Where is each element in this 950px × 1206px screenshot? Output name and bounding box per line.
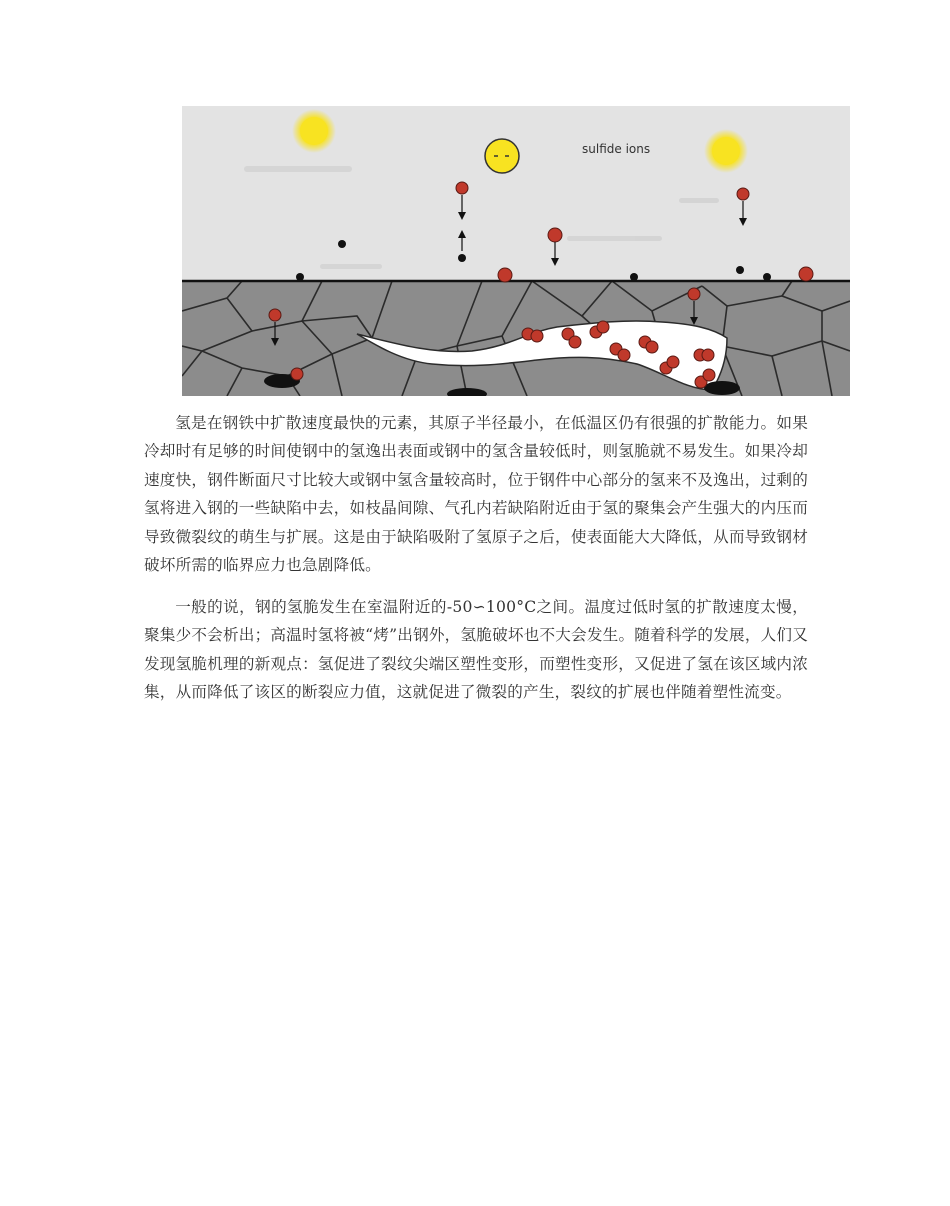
hydrogen-embrittlement-diagram [182,106,850,396]
paragraph-embrittlement-temperature: 一般的说，钢的氢脆发生在室温附近的-50∽100°C之间。温度过低时氢的扩散速度太慢，聚集少不会析出；高温时氢将被“烤”出钢外，氢脆破坏也不大会发生。随着科学的发展，人们又发现氢脆机理的新观点：氢促进了裂纹尖端区塑性变形，而塑性变形，又促进了氢在该区域内浓集，从而降低了该区的断裂应力值，这就促进了微裂的产生，裂纹的扩展也伴随着塑性流变。 [144,598,808,702]
atmosphere-background [182,106,850,281]
sun-icon [300,117,328,145]
paragraph-hydrogen-diffusion: 氢是在钢铁中扩散速度最快的元素，其原子半径最小，在低温区仍有很强的扩散能力。如果冷却时有足够的时间使钢中的氢逸出表面或钢中的氢含量较低时，则氢脆就不易发生。如果冷却速度快，钢件断面尺寸比较大或钢中氢含量较高时，位于钢件中心部分的氢来不及逸出，过剩的氢将进入钢的一些缺陷中去，如枝晶间隙、气孔内若缺陷附近由于氢的聚集会产生强大的内压而导致微裂纹的萌生与扩展。这是由于缺陷吸附了氢原子之后，使表面能大大降低，从而导致钢材破坏所需的临界应力也急剧降低。 [144,414,808,575]
sulfide-ion-icon [485,139,519,173]
pore [704,381,740,395]
sun-icon [712,137,740,165]
sulfide-ions-label: sulfide ions [582,142,651,156]
